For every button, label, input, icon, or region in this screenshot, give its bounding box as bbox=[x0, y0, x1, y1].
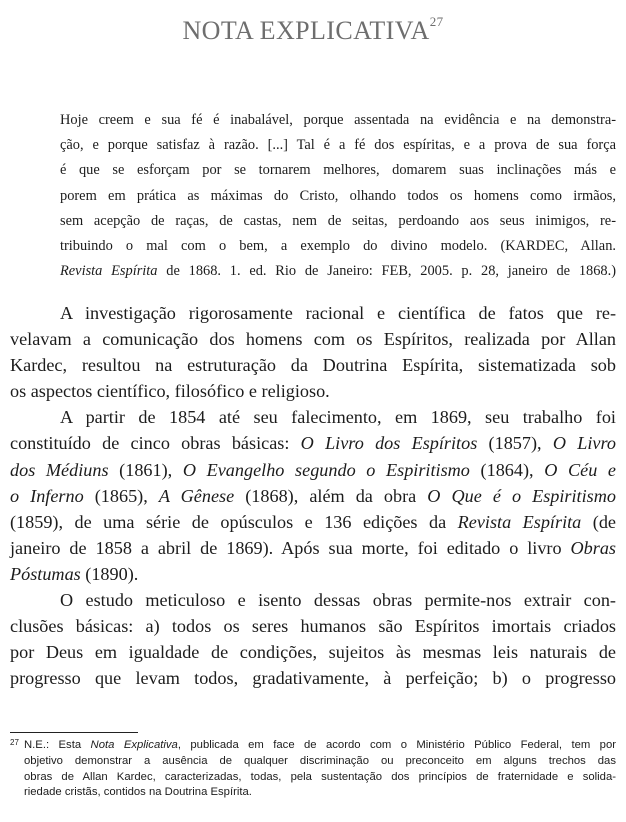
paragraph-line: clusões básicas: a) todos os seres humanos são Espíritos imortais criados bbox=[10, 616, 616, 637]
quote-line: porem em prática as máximas do Cristo, olhando todos os homens como irmãos, bbox=[60, 187, 616, 204]
quote-line: ção, e porque satisfaz à razão. [...] Tal é a fé dos espíritas, e a prova de sua força bbox=[60, 137, 616, 154]
title-text: NOTA EXPLICATIVA bbox=[182, 16, 430, 45]
quote-line: Hoje creem e sua fé é inabalável, porque assentada na evidência e na demonstra- bbox=[60, 112, 616, 128]
body-text bbox=[10, 300, 616, 691]
paragraph-line bbox=[10, 509, 616, 535]
quote-line: sem acepção de raças, de castas, nem de seitas, perdoando aos seus inimigos, re- bbox=[60, 212, 616, 229]
quote-citation: de 1868. 1. ed. Rio de Janeiro: FEB, 2005. p. 28, janeiro de 1868.) bbox=[157, 263, 616, 280]
text-run: (1861), bbox=[108, 459, 183, 480]
paragraph-line: os aspectos científico, filosófico e religioso. bbox=[10, 381, 330, 402]
text-run: (1865), bbox=[83, 485, 159, 506]
text-run: (1857), bbox=[477, 433, 553, 454]
paragraph-line: O estudo meticuloso e isento dessas obras permite-nos extrair con- bbox=[60, 590, 616, 611]
book-title: O Livro bbox=[552, 433, 616, 454]
paragraph-line bbox=[10, 561, 616, 587]
quote-line: é que se esforçam por se tornarem melhores, domarem suas inclinações más e bbox=[60, 162, 616, 179]
paragraph-line: A partir de 1854 até seu falecimento, em 1869, seu trabalho foi bbox=[60, 407, 616, 428]
footnote-ref: 27 bbox=[429, 14, 444, 30]
quote-line-last bbox=[60, 259, 616, 284]
paragraph-line: progresso que levam todos, gradativamente, à perfeição; b) o progresso bbox=[10, 668, 616, 689]
text-run: janeiro de 1858 a abril de 1869). Após sua morte, foi editado o livro bbox=[10, 537, 571, 558]
page-title bbox=[0, 16, 626, 46]
text-run: (1868), além da obra bbox=[234, 485, 428, 506]
footnote-line: objetivo demonstrar a ausência de qualquer discriminação ou preconceito em alguns trechos das bbox=[24, 754, 616, 767]
paragraph-line bbox=[10, 457, 616, 483]
book-title: O Evangelho segundo o Espiritismo bbox=[182, 459, 470, 480]
footnote-divider bbox=[10, 732, 138, 733]
footnote bbox=[10, 738, 616, 801]
text-run: (de bbox=[581, 511, 616, 532]
text-run: N.E.: Esta bbox=[24, 739, 91, 751]
text-run: , publicada em face de acordo com o Ministério Público Federal, tem por bbox=[177, 739, 617, 751]
paragraph-line: Kardec, resultou na estruturação da Doutrina Espírita, sistematizada sob bbox=[10, 355, 616, 376]
paragraph-line bbox=[10, 483, 616, 509]
paragraph-line bbox=[10, 535, 616, 561]
book-title: O Que é o Espiritismo bbox=[427, 485, 616, 506]
book-title: A Gênese bbox=[158, 485, 235, 506]
quote-italic: Revista Espírita bbox=[60, 263, 158, 280]
text-run: (1859), de uma série de opúsculos e 136 edições da bbox=[10, 511, 458, 532]
text-run: constituído de cinco obras básicas: bbox=[10, 433, 301, 454]
paragraph-line: por Deus em igualdade de condições, sujeitos às mesmas leis naturais de bbox=[10, 642, 616, 663]
footnote-number: 27 bbox=[10, 738, 19, 747]
paragraph-line: velavam a comunicação dos homens com os Espíritos, realizada por Allan bbox=[10, 329, 616, 350]
book-title: o Inferno bbox=[10, 485, 84, 506]
book-title: Obras bbox=[570, 537, 616, 558]
book-title: dos Médiuns bbox=[10, 459, 109, 480]
book-title: O Livro dos Espíritos bbox=[300, 433, 478, 454]
footnote-italic: Nota Explicativa bbox=[90, 739, 178, 751]
book-title: Revista Espírita bbox=[457, 511, 582, 532]
text-run: (1890). bbox=[80, 563, 139, 584]
footnote-line: riedade cristãs, contidos na Doutrina Espírita. bbox=[24, 786, 252, 799]
paragraph-line: A investigação rigorosamente racional e científica de fatos que re- bbox=[60, 303, 616, 323]
footnote-line: obras de Allan Kardec, caracterizadas, todas, pela sustentação dos princípios de fraternidade e solida- bbox=[24, 770, 616, 783]
footnote-line bbox=[24, 738, 616, 754]
block-quote bbox=[60, 108, 616, 284]
text-run: (1864), bbox=[469, 459, 545, 480]
quote-line: tribuindo o mal com o bem, a exemplo do divino modelo. (KARDEC, Allan. bbox=[60, 237, 616, 254]
book-title: Póstumas bbox=[10, 563, 81, 584]
paragraph-line bbox=[10, 430, 616, 456]
book-title: O Céu e bbox=[544, 459, 616, 480]
